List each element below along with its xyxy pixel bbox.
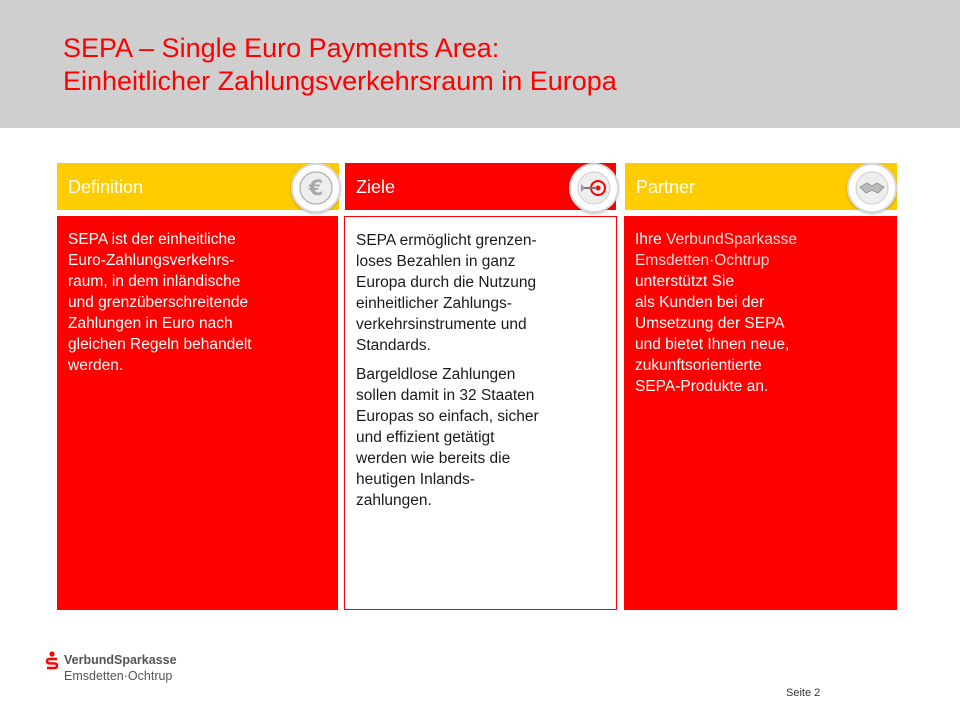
definition-panel xyxy=(57,216,338,610)
definition-line: raum, in dem inländische xyxy=(68,273,241,290)
definition-line: Zahlungen in Euro nach xyxy=(68,315,233,332)
ziele-line: Europas so einfach, sicher xyxy=(356,408,539,425)
partner-heading: Partner xyxy=(636,177,696,197)
partner-line: zukunftsorientierte xyxy=(635,357,762,374)
definition-line: und grenzüberschreitende xyxy=(68,294,249,311)
page-number: Seite 2 xyxy=(786,687,821,699)
euro-icon xyxy=(291,163,341,213)
ziele-heading: Ziele xyxy=(356,177,396,197)
partner-line: SEPA-Produkte an. xyxy=(635,378,769,395)
title-line-1: SEPA – Single Euro Payments Area: xyxy=(63,33,500,63)
definition-line: Euro-Zahlungsverkehrs- xyxy=(68,252,235,269)
ziele-paragraph-2 xyxy=(356,364,606,511)
partner-panel xyxy=(624,216,897,610)
ziele-line: verkehrsinstrumente und xyxy=(356,316,527,333)
partner-line: Umsetzung der SEPA xyxy=(635,315,785,332)
partner-line: unterstützt Sie xyxy=(635,273,735,290)
ziele-line: und effizient getätigt xyxy=(356,429,495,446)
title-line-2: Einheitlicher Zahlungsverkehrsraum in Europa xyxy=(63,66,617,96)
ziele-line: sollen damit in 32 Staaten xyxy=(356,387,535,404)
ziele-paragraph-1 xyxy=(356,230,606,356)
ziele-line: zahlungen. xyxy=(356,492,432,509)
definition-line: gleichen Regeln behandelt xyxy=(68,336,252,353)
ziele-line: Bargeldlose Zahlungen xyxy=(356,366,516,383)
partner-line-prefix: Ihre xyxy=(635,231,667,248)
definition-line: SEPA ist der einheitliche xyxy=(68,231,236,248)
partner-bank-location: Emsdetten·Ochtrup xyxy=(635,252,770,269)
ziele-line: Standards. xyxy=(356,337,431,354)
target-dart-icon xyxy=(569,163,619,213)
ziele-line: einheitlicher Zahlungs- xyxy=(356,295,512,312)
partner-line: als Kunden bei der xyxy=(635,294,765,311)
ziele-line: Europa durch die Nutzung xyxy=(356,274,537,291)
partner-line: und bietet Ihnen neue, xyxy=(635,336,790,353)
ziele-line: SEPA ermöglicht grenzen- xyxy=(356,232,537,249)
logo-line-1: VerbundSparkasse xyxy=(64,653,177,667)
ziele-line: loses Bezahlen in ganz xyxy=(356,253,516,270)
sparkasse-s-icon xyxy=(44,651,60,678)
ziele-panel xyxy=(344,216,617,610)
partner-header xyxy=(625,163,897,210)
partner-line xyxy=(635,229,887,250)
definition-header xyxy=(57,163,339,210)
ziele-line: werden wie bereits die xyxy=(356,450,511,467)
definition-heading: Definition xyxy=(68,177,144,197)
page-title xyxy=(63,32,923,98)
ziele-header xyxy=(345,163,616,210)
partner-bank-name: VerbundSparkasse xyxy=(666,231,797,248)
sparkasse-logo xyxy=(44,651,214,691)
definition-line: werden. xyxy=(68,357,124,374)
svg-text:€: € xyxy=(308,176,324,200)
handshake-icon xyxy=(847,163,897,213)
logo-line-2: Emsdetten·Ochtrup xyxy=(64,669,173,683)
ziele-line: heutigen Inlands- xyxy=(356,471,475,488)
